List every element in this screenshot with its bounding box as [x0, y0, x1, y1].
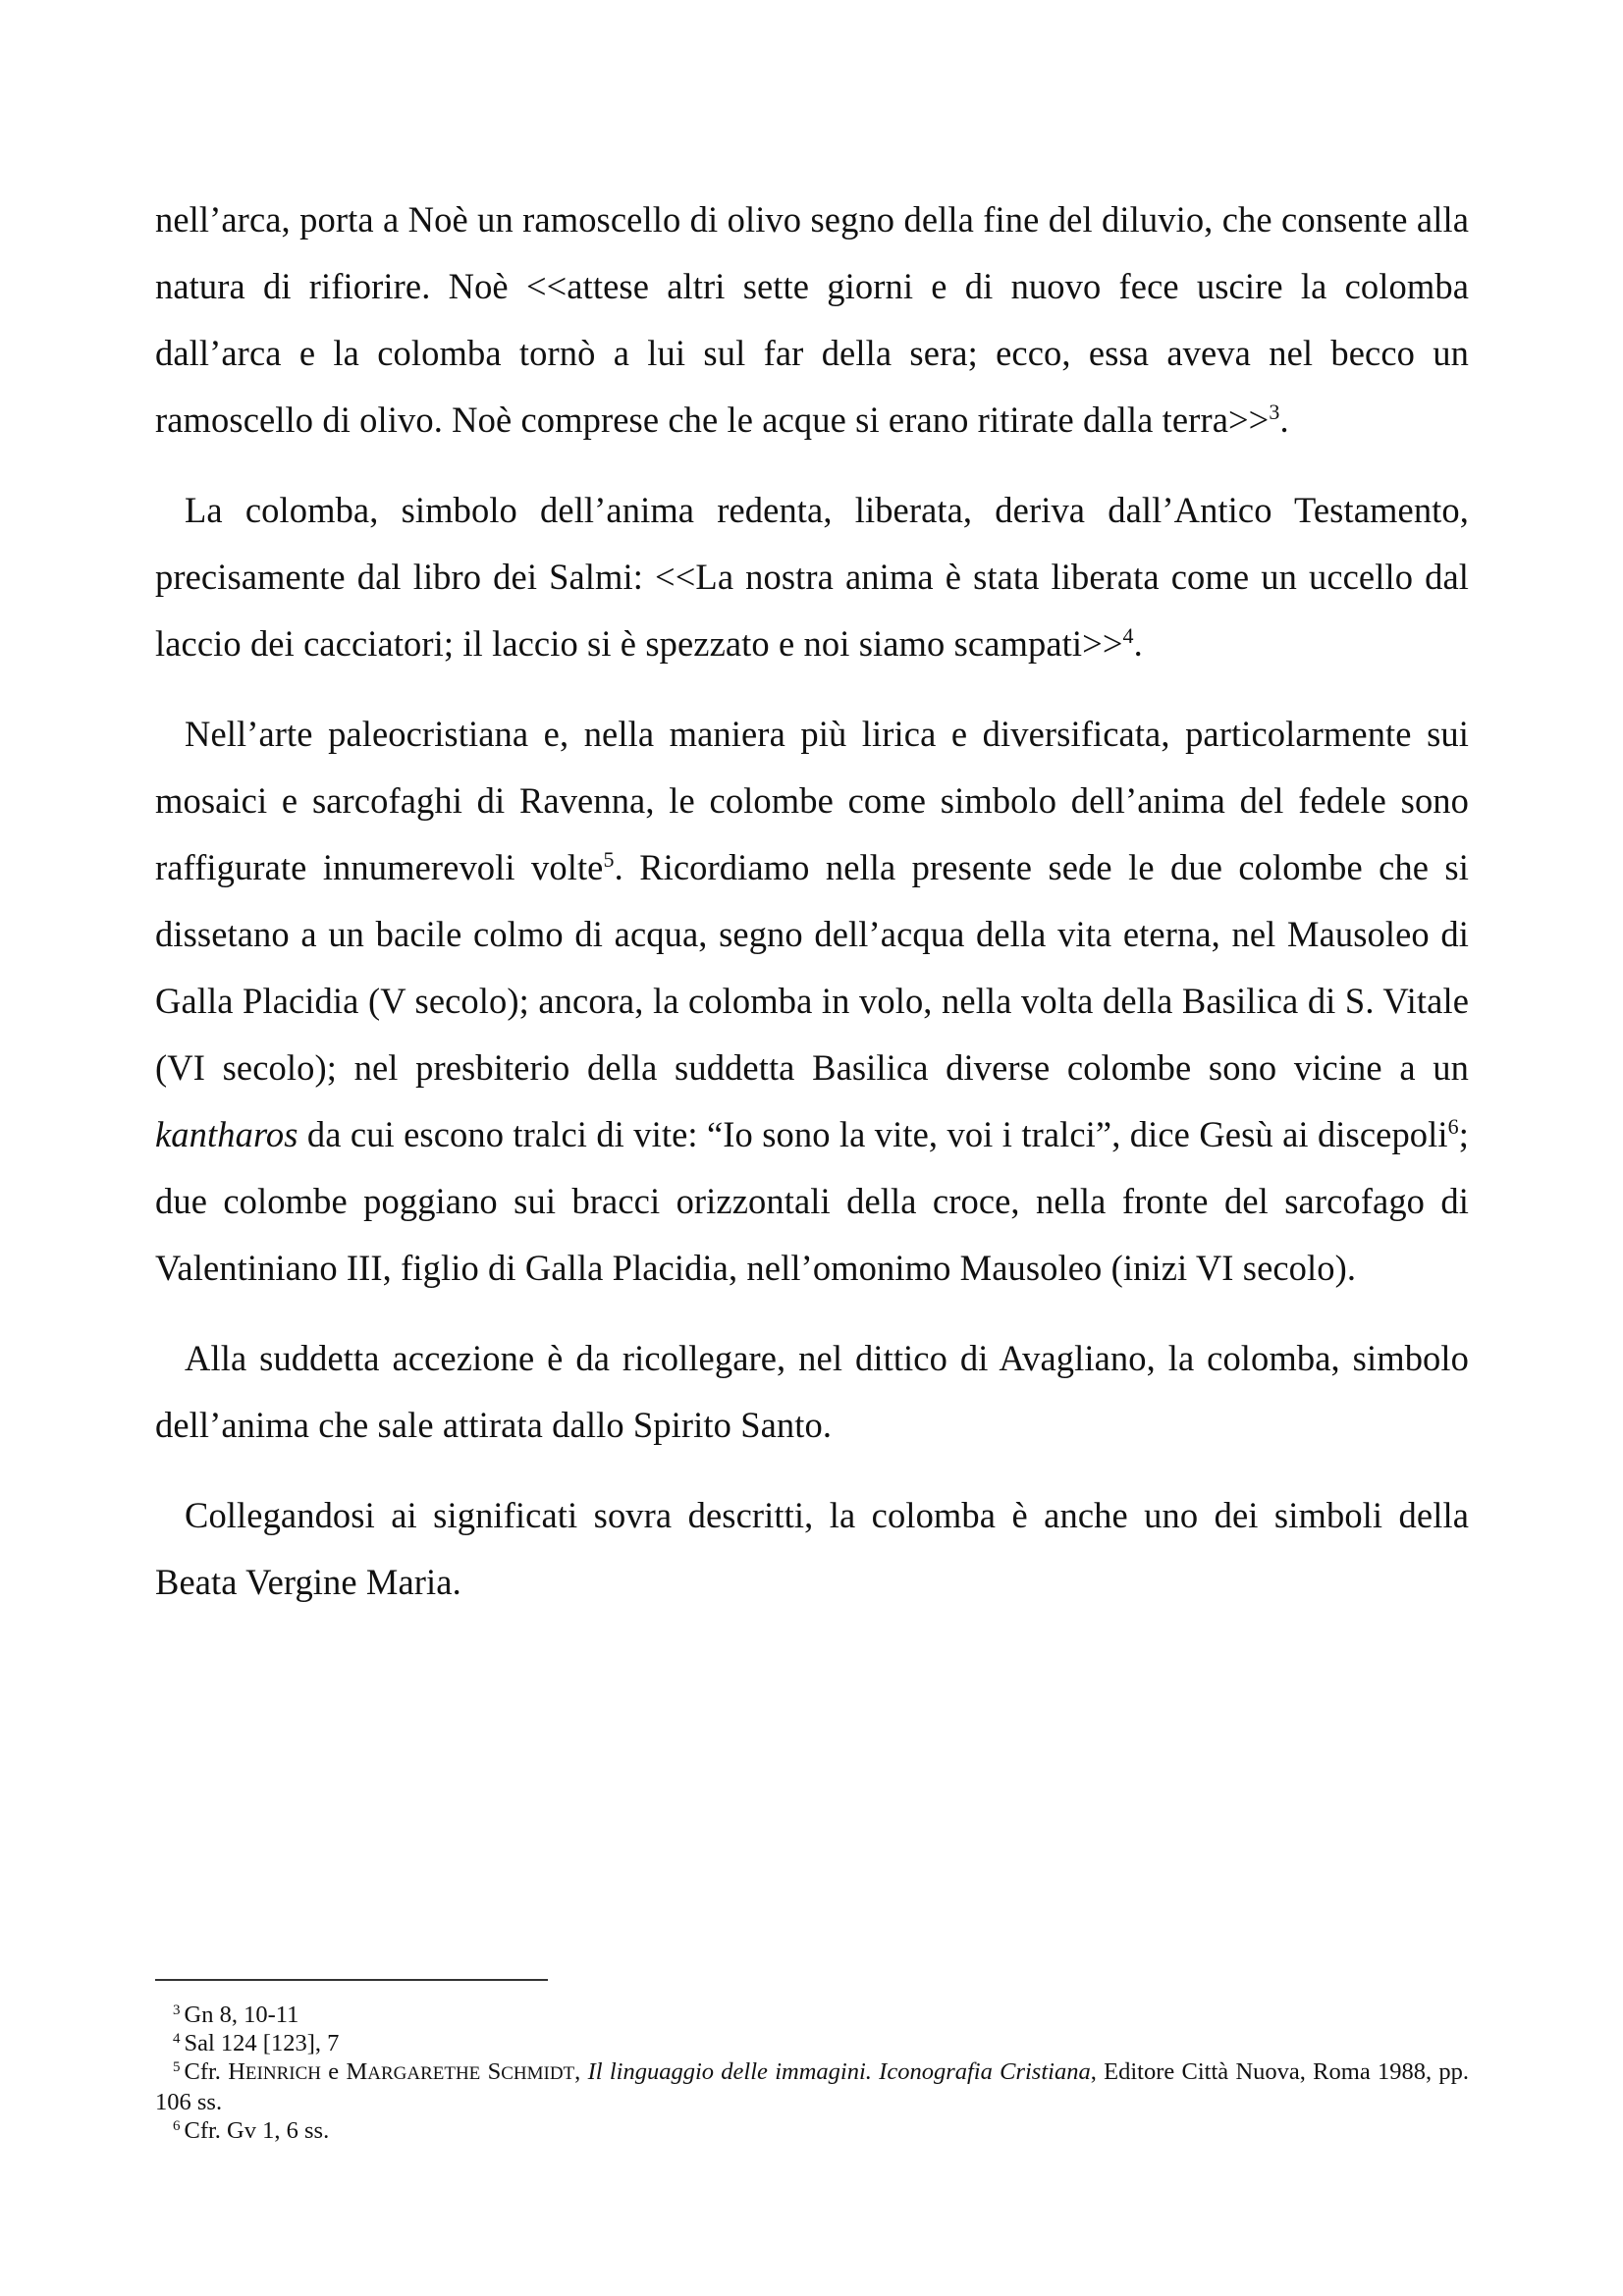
footnote-text: Sal 124 [123], 7 — [184, 2030, 340, 2056]
paragraph-noah-dove — [155, 187, 1469, 454]
paragraph-text: La colomba, simbolo dell’anima redenta, liberata, deriva dall’Antico Testamento, precisamente dal libro dei Salmi: <<La nostra anima è stata liberata come un uccello dal laccio dei cacciatori; il laccio si è spezzato e noi siamo scampati>> — [155, 490, 1469, 664]
paragraph-text: . — [1133, 623, 1143, 664]
footnote-3: 3 Gn 8, 10-11 — [173, 2002, 299, 2028]
footnote-text: , — [574, 2058, 588, 2085]
footnote-ref-4[interactable]: 4 — [1122, 623, 1134, 648]
paragraph-text: Alla suddetta accezione è da ricollegare, nel dittico di Avagliano, la colomba, simbolo dell’anima che sale attirata dallo Spirito Santo. — [155, 1338, 1469, 1445]
paragraph-text: nell’arca, porta a Noè un ramoscello di olivo segno della fine del diluvio, che consente alla natura di rifiorire. Noè <<attese altri sette giorni e di nuovo fece uscire la colomba dall’arca e la colomba tornò a lui sul far della sera; ecco, essa aveva nel becco un ramoscello di olivo. Noè comprese che le acque si erano ritirate dalla terra>> — [155, 199, 1469, 440]
footnote-4: 4 Sal 124 [123], 7 — [173, 2030, 340, 2056]
footnote-text: Cfr. — [184, 2058, 229, 2085]
footnote-ref-5[interactable]: 5 — [603, 847, 615, 872]
paragraph-paleochristian-art — [155, 701, 1469, 1302]
author-name: ARGARETHE — [367, 2063, 481, 2084]
paragraph-text: ; due colombe poggiano sui bracci orizzontali della croce, nella fronte del sarcofago di Valentiniano III, figlio di Galla Placidia, nell’omonimo Mausoleo (inizi VI secolo). — [155, 1114, 1469, 1288]
footnote-text: Gn 8, 10-11 — [184, 2002, 299, 2028]
paragraph-virgin-mary — [155, 1482, 1469, 1616]
paragraph-avagliano-diptych — [155, 1325, 1469, 1459]
footnote-text: , Editore Città Nuova, Roma 1988, pp. 106 ss. — [155, 2058, 1470, 2115]
paragraph-text: . — [1279, 400, 1289, 440]
footnote-text: Cfr. Gv 1, 6 ss. — [184, 2117, 330, 2144]
paragraph-text: Nell’arte paleocristiana e, nella maniera più lirica e diversificata, particolarmente sui mosaici e sarcofaghi di Ravenna, le colombe come simbolo dell’anima del fedele sono raffigurate innumerevoli volte — [155, 714, 1469, 887]
footnote-ref-3[interactable]: 3 — [1269, 400, 1280, 424]
footnote-separator — [155, 1979, 548, 1981]
footnotes — [155, 2001, 1469, 2145]
footnote-6: 6 Cfr. Gv 1, 6 ss. — [173, 2117, 330, 2144]
footnote-5: 5 Cfr. HEINRICH e MARGARETHE SCHMIDT, Il linguaggio delle immagini. Iconografia Cristiana, Editore Città Nuova, Roma 1988, pp. 106 ss. — [155, 2058, 1470, 2115]
paragraph-text: da cui escono tralci di vite: “Io sono la vite, voi i tralci”, dice Gesù ai discepoli — [298, 1114, 1448, 1154]
footnote-text: e — [320, 2058, 347, 2085]
paragraph-text: . Ricordiamo nella presente sede le due colombe che si dissetano a un bacile colmo di acqua, segno dell’acqua della vita eterna, nel Mausoleo di Galla Placidia (V secolo); ancora, la colomba in volo, nella volta della Basilica di S. Vitale (VI secolo); nel presbiterio della suddetta Basilica diverse colombe sono vicine a un — [155, 847, 1469, 1088]
paragraph-text: Collegandosi ai significati sovra descritti, la colomba è anche uno dei simboli della Beata Vergine Maria. — [155, 1495, 1469, 1602]
author-name: EINRICH — [244, 2063, 321, 2084]
author-initial: S — [480, 2058, 502, 2085]
footnote-ref-6[interactable]: 6 — [1447, 1114, 1459, 1139]
paragraph-dove-soul — [155, 477, 1469, 677]
author-name: CHMIDT — [501, 2063, 575, 2084]
page-body — [155, 187, 1469, 1639]
author-initial: M — [346, 2058, 368, 2085]
book-title: Il linguaggio delle immagini. Iconografia Cristiana — [587, 2058, 1091, 2085]
author-initial: H — [228, 2058, 245, 2085]
italic-term: kantharos — [155, 1114, 298, 1154]
